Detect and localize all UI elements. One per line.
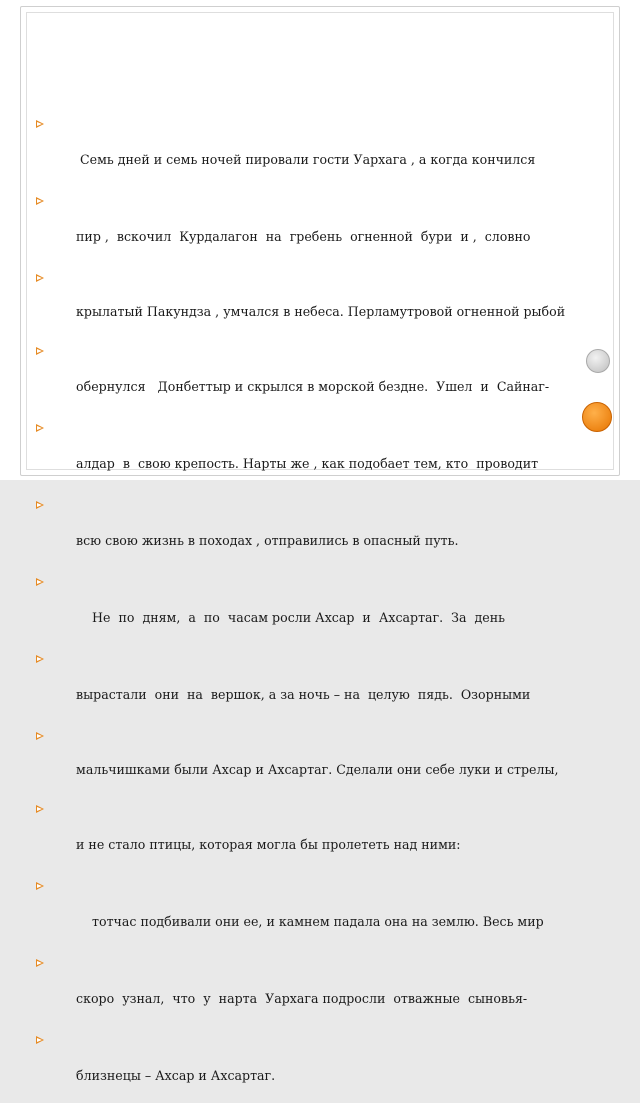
bullet-icon — [36, 805, 44, 813]
bullet-line: пир , вскочил Курдалагон на гребень огненной бури и , словно — [36, 192, 576, 264]
bullet-line: тотчас подбивали они ее, и камнем падала она на землю. Весь мир — [36, 877, 576, 949]
bullet-icon — [36, 882, 44, 890]
bullet-icon — [36, 424, 44, 432]
bullet-icon — [36, 959, 44, 967]
bullet-icon — [36, 501, 44, 509]
orange-circle-ornament — [582, 402, 612, 432]
bullet-line: всю свою жизнь в походах , отправились в опасный путь. — [36, 496, 576, 568]
bullet-icon — [36, 1036, 44, 1044]
bullet-line: и не стало птицы, которая могла бы пролететь над ними: — [36, 800, 576, 872]
bullet-icon — [36, 120, 44, 128]
bullet-icon — [36, 655, 44, 663]
bullet-line: алдар в свою крепость. Нарты же , как подобает тем, кто проводит — [36, 419, 576, 491]
bullet-line: вырастали они на вершок, а за ночь – на целую пядь. Озорными — [36, 650, 576, 722]
slide-body-text — [36, 115, 576, 1103]
bullet-line: мальчишками были Ахсар и Ахсартаг. Сделали они себе луки и стрелы, — [36, 727, 576, 795]
bullet-icon — [36, 578, 44, 586]
bullet-line: крылатый Пакундза , умчался в небеса. Перламутровой огненной рыбой — [36, 269, 576, 337]
bullet-line: Не по дням, а по часам росли Ахсар и Ахсартаг. За день — [36, 573, 576, 645]
bullet-line: обернулся Донбеттыр и скрылся в морской бездне. Ушел и Сайнаг- — [36, 342, 576, 414]
bullet-line: скоро узнал, что у нарта Уархага подросли отважные сыновья- — [36, 954, 576, 1026]
bullet-line: близнецы – Ахсар и Ахсартаг. — [36, 1031, 576, 1103]
bullet-line: Семь дней и семь ночей пировали гости Уархага , а когда кончился — [36, 115, 576, 187]
bullet-icon — [36, 732, 44, 740]
gray-circle-ornament — [586, 349, 610, 373]
bullet-icon — [36, 197, 44, 205]
bullet-icon — [36, 274, 44, 282]
bullet-icon — [36, 347, 44, 355]
